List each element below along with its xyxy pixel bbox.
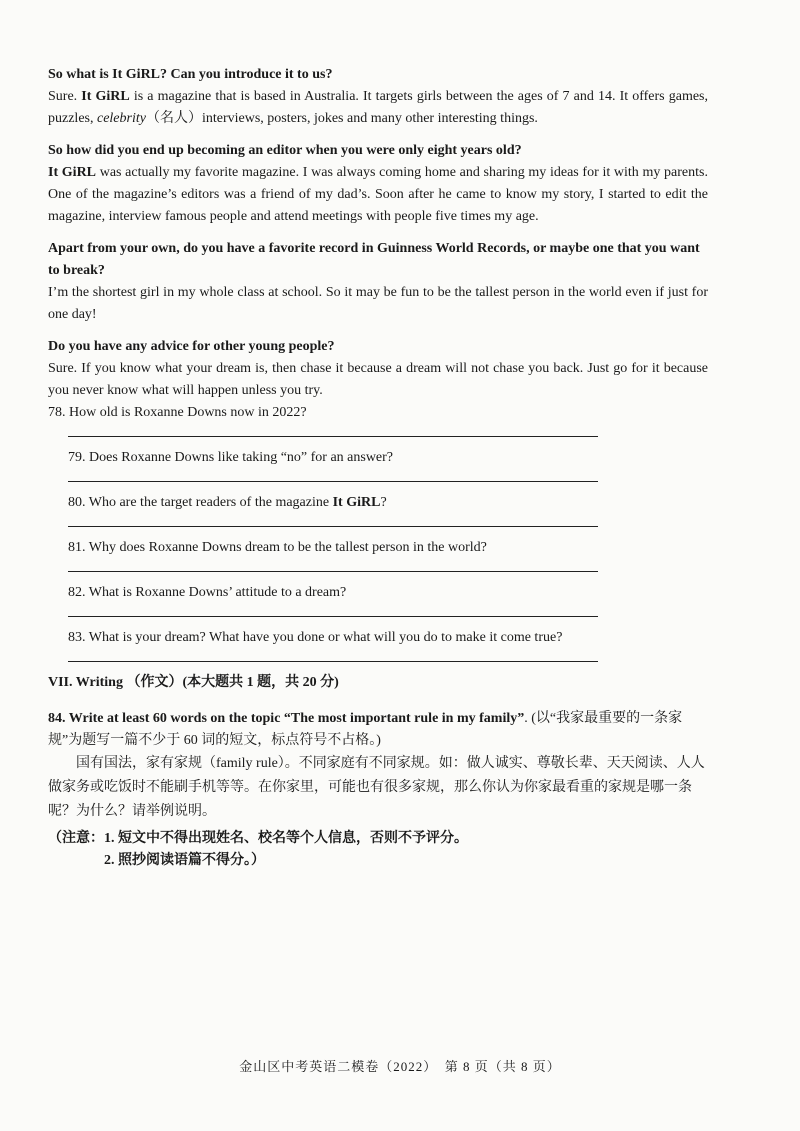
answer-line-78[interactable]	[68, 436, 598, 437]
question-83: 83. What is your dream? What have you done or what will you do to make it come true?	[68, 630, 563, 645]
question-80	[68, 492, 708, 514]
qa-4	[48, 336, 708, 402]
interview-answer	[48, 162, 708, 228]
task-topic: 84. Write at least 60 words on the topic “The most important rule in my family”	[48, 711, 525, 726]
answer-text: （名人）interviews, posters, jokes and many other interesting things.	[145, 111, 538, 126]
writing-section	[48, 672, 708, 872]
answer-text: is a magazine that is based in Australia. It targets girls between the ages of 7 and 14. It offers games, puzzles,	[48, 89, 709, 126]
answer-line-83[interactable]	[68, 661, 598, 662]
interview-question: So what is It GiRL? Can you introduce it to us?	[48, 67, 333, 82]
task-instruction: . (以“我家最重要的一条家规”为题写一篇不少于 60 词的短文，标点符号不占格。)	[48, 711, 683, 748]
answer-line-82[interactable]	[68, 616, 598, 617]
note-2: 2. 照抄阅读语篇不得分。）	[104, 853, 265, 868]
question-79: 79. Does Roxanne Downs like taking “no” for an answer?	[68, 450, 394, 465]
question-82: 82. What is Roxanne Downs’ attitude to a dream?	[68, 585, 347, 600]
section-title: VII. Writing （作文）(本大题共 1 题，共 20 分)	[48, 675, 339, 690]
interview-question: Do you have any advice for other young people?	[48, 339, 335, 354]
answer-text: Sure.	[48, 89, 82, 104]
writing-task	[48, 708, 708, 752]
magazine-name: It GiRL	[332, 495, 381, 510]
interview-answer: I’m the shortest girl in my whole class at school. So it may be fun to be the tallest person in the world even if just for one day!	[48, 285, 708, 322]
magazine-name: It GiRL	[48, 165, 97, 180]
answer-line-81[interactable]	[68, 571, 598, 572]
qa-1	[48, 64, 708, 130]
page-footer: 金山区中考英语二模卷（2022） 第 8 页（共 8 页）	[239, 1059, 561, 1074]
magazine-name: It GiRL	[81, 89, 130, 104]
answer-line-79[interactable]	[68, 481, 598, 482]
comprehension-questions	[48, 402, 708, 662]
question-78: 78. How old is Roxanne Downs now in 2022?	[48, 405, 307, 420]
interview-answer: Sure. If you know what your dream is, then chase it because a dream will not chase you back. Just go for it because you never know what will happen unless you try.	[48, 361, 708, 398]
interview-question: Apart from your own, do you have a favorite record in Guinness World Records, or maybe one that you want to break?	[48, 241, 700, 278]
writing-prompt: 国有国法，家有家规（family rule）。不同家庭有不同家规。如：做人诚实、尊敬长辈、天天阅读、人人做家务或吃饭时不能刷手机等等。在你家里，可能也有很多家规，那么你认为你家最看重的家规是哪一条呢？为什么？请举例说明。	[48, 756, 705, 819]
question-text: ?	[380, 495, 387, 510]
question-81: 81. Why does Roxanne Downs dream to be the tallest person in the world?	[68, 540, 487, 555]
qa-2	[48, 140, 708, 228]
answer-italic: celebrity	[96, 111, 146, 126]
interview-answer	[48, 86, 708, 130]
answer-line-80[interactable]	[68, 526, 598, 527]
qa-3	[48, 238, 708, 326]
interview-question: So how did you end up becoming an editor when you were only eight years old?	[48, 143, 522, 158]
exam-page	[48, 64, 708, 872]
question-text: 80. Who are the target readers of the magazine	[68, 495, 333, 510]
note-1: （注意：1. 短文中不得出现姓名、校名等个人信息，否则不予评分。	[48, 831, 468, 846]
answer-text: was actually my favorite magazine. I was always coming home and sharing my ideas for it with my parents. One of the magazine’s editors was a friend of my dad’s. Soon after he came to know my story, I started to edit the magazine, interview famous people and attend meetings with people five times my age.	[48, 165, 708, 224]
